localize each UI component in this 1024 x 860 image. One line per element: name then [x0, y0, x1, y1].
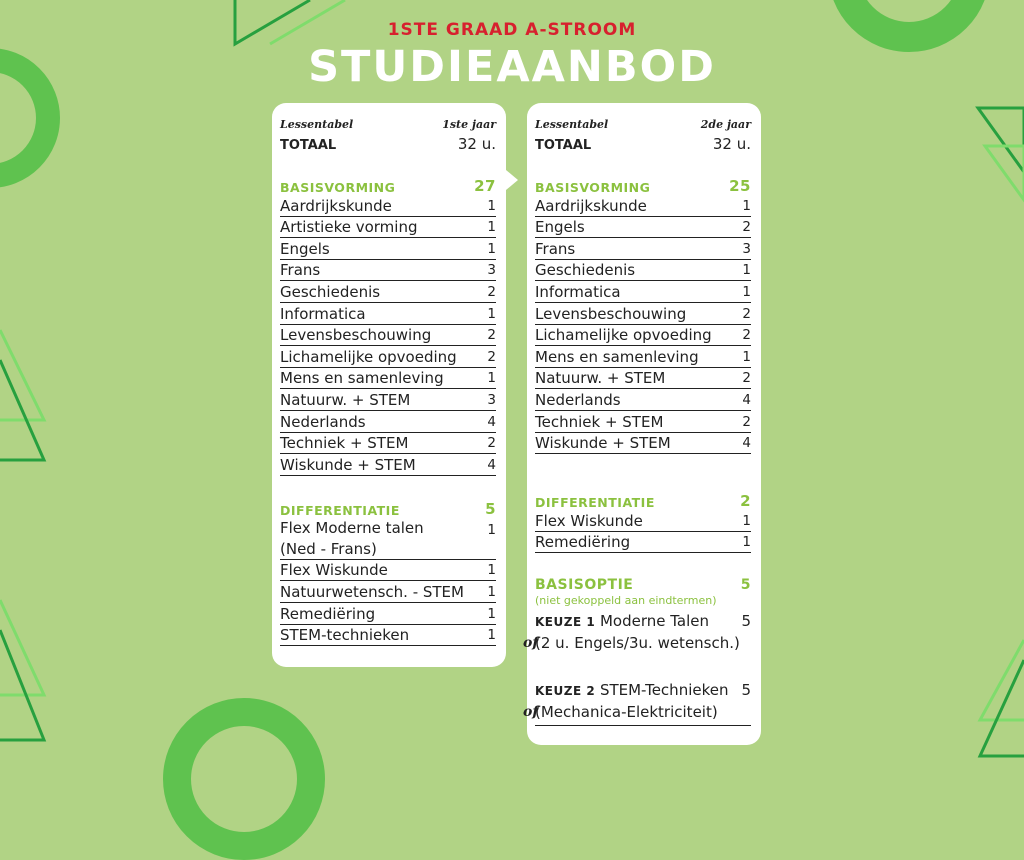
subject-name: Informatica [535, 282, 621, 301]
keuze-name: Moderne Talen [599, 612, 710, 631]
card-arrow [506, 170, 518, 190]
subject-hours: 3 [742, 240, 751, 257]
list-item [280, 368, 496, 390]
list-item [535, 217, 751, 239]
section-label: BASISVORMING [280, 180, 396, 195]
lessentabel-label: Lessentabel [535, 118, 609, 131]
list-item [280, 581, 496, 603]
subject-name: Techniek + STEM [280, 434, 409, 453]
subject-hours: 3 [487, 391, 496, 408]
of-label: of [523, 704, 539, 721]
lessentabel-card-year1 [272, 103, 506, 667]
subject-hours: 2 [742, 413, 751, 430]
list-item [535, 281, 751, 303]
list-item [280, 389, 496, 411]
subject-hours: 1 [742, 348, 751, 365]
subject-hours: 1 [487, 605, 496, 622]
list-item [535, 303, 751, 325]
list-item [280, 454, 496, 476]
section-basisvorming [535, 173, 751, 195]
page-subtitle: 1STE GRAAD A-STROOM [387, 20, 637, 40]
subject-hours: 4 [487, 456, 496, 473]
diff-list [280, 518, 496, 646]
green-ring-bottom [163, 698, 325, 860]
subject-hours: 1 [487, 562, 496, 579]
subject-hours: 2 [742, 305, 751, 322]
section-label: BASISOPTIE [535, 577, 634, 594]
year-label: 2de jaar [700, 118, 751, 131]
subject-name: STEM-technieken [280, 626, 410, 645]
list-item [535, 433, 751, 455]
total-row [535, 131, 751, 153]
list-item [280, 560, 496, 582]
subject-hours: 2 [742, 327, 751, 344]
subject-name: Wiskunde + STEM [280, 455, 416, 474]
subject-name: Remediëring [535, 533, 631, 552]
lessentabel-label: Lessentabel [280, 118, 354, 131]
subject-hours: 1 [742, 283, 751, 300]
subject-name: Mens en samenleving [535, 347, 699, 366]
keuze-name: STEM-Technieken [599, 681, 729, 700]
list-item [535, 532, 751, 554]
subject-name: Mens en samenleving [280, 369, 444, 388]
total-label: TOTAAL [280, 138, 337, 153]
section-basisvorming [280, 173, 496, 195]
subject-name: Natuurw. + STEM [535, 369, 666, 388]
list-item [280, 411, 496, 433]
keuze-detail: (Mechanica-Elektriciteit) [535, 703, 718, 722]
subject-hours: 2 [742, 370, 751, 387]
list-item [280, 281, 496, 303]
list-item [280, 346, 496, 368]
keuze-1 [523, 611, 751, 654]
subject-hours: 4 [487, 413, 496, 430]
of-label: of [523, 635, 539, 652]
list-item [535, 510, 751, 532]
list-item [535, 368, 751, 390]
list-item [535, 389, 751, 411]
keuze-detail: (2 u. Engels/3u. wetensch.) [535, 634, 740, 653]
year-label: 1ste jaar [442, 118, 496, 131]
subject-name: Flex Wiskunde [280, 561, 388, 580]
total-row [280, 131, 496, 153]
subject-hours: 1 [742, 534, 751, 551]
section-value: 25 [729, 177, 751, 195]
list-item [535, 411, 751, 433]
subject-name: Geschiedenis [535, 261, 636, 280]
subject-name: Informatica [280, 304, 366, 323]
subject-hours: 1 [742, 197, 751, 214]
subject-hours: 2 [487, 348, 496, 365]
subject-name: Nederlands [535, 390, 621, 409]
subject-hours: 1 [487, 305, 496, 322]
subject-hours: 2 [487, 283, 496, 300]
subject-name: Artistieke vorming [280, 218, 418, 237]
list-item [535, 325, 751, 347]
basis-list [535, 195, 751, 454]
subject-hours: 1 [487, 370, 496, 387]
page-title: STUDIEAANBOD [308, 42, 716, 92]
subject-name: Engels [280, 239, 330, 258]
basisoptie-note: (niet gekoppeld aan eindtermen) [535, 594, 717, 608]
list-item [535, 238, 751, 260]
subject-name: Geschiedenis [280, 282, 381, 301]
subject-name: Aardrijkskunde [280, 196, 392, 215]
list-item [535, 260, 751, 282]
subject-hours: 1 [487, 219, 496, 236]
section-label: DIFFERENTIATIE [280, 502, 400, 518]
subject-name: Lichamelijke opvoeding [280, 347, 457, 366]
section-value: 27 [474, 177, 496, 195]
list-item [280, 325, 496, 347]
list-item [535, 346, 751, 368]
list-item [280, 217, 496, 239]
subject-hours: 4 [742, 435, 751, 452]
subject-name: Flex Wiskunde [535, 511, 643, 530]
keuze-2 [523, 680, 751, 726]
subject-hours: 1 [742, 262, 751, 279]
section-basisoptie [535, 575, 751, 593]
section-differentiatie [535, 488, 751, 510]
subject-hours: 1 [742, 512, 751, 529]
basis-list [280, 195, 496, 476]
section-label: BASISVORMING [535, 180, 651, 195]
subject-name: Wiskunde + STEM [535, 434, 671, 453]
list-item [280, 238, 496, 260]
subject-hours: 4 [742, 391, 751, 408]
keuze-tag: KEUZE 1 [535, 615, 596, 630]
subject-name: Engels [535, 218, 585, 237]
section-value: 5 [740, 577, 751, 594]
subject-hours: 2 [487, 327, 496, 344]
subject-hours: 1 [487, 627, 496, 644]
table-header [280, 113, 496, 131]
list-item [280, 625, 496, 647]
subject-hours: 3 [487, 262, 496, 279]
section-label: DIFFERENTIATIE [535, 495, 655, 511]
section-differentiatie [280, 496, 496, 518]
subject-hours: 1 [487, 240, 496, 257]
keuze-tag: KEUZE 2 [535, 684, 596, 699]
lessentabel-card-year2 [523, 103, 761, 745]
subject-hours: 2 [742, 219, 751, 236]
section-value: 2 [740, 492, 751, 511]
keuze-value: 5 [741, 612, 751, 631]
subject-name: Frans [535, 239, 576, 258]
subject-name: Natuurw. + STEM [280, 390, 411, 409]
subject-name: Levensbeschouwing [280, 326, 432, 345]
list-item [280, 433, 496, 455]
subject-hours: 1 [487, 583, 496, 600]
subject-name: Levensbeschouwing [535, 304, 687, 323]
diff-list [535, 510, 751, 553]
list-item [535, 195, 751, 217]
list-item [280, 260, 496, 282]
subject-name: Flex Moderne talen (Ned - Frans) [280, 518, 424, 558]
subject-name: Frans [280, 261, 321, 280]
list-item [280, 518, 496, 560]
subject-hours: 1 [487, 521, 496, 538]
subject-name: Nederlands [280, 412, 366, 431]
subject-name: Aardrijkskunde [535, 196, 647, 215]
subject-hours: 1 [487, 197, 496, 214]
subject-name: Techniek + STEM [535, 412, 664, 431]
subject-name: Lichamelijke opvoeding [535, 326, 712, 345]
list-item [280, 195, 496, 217]
list-item [280, 303, 496, 325]
section-value: 5 [485, 499, 496, 518]
list-item [280, 603, 496, 625]
subject-name: Natuurwetensch. - STEM [280, 582, 464, 601]
subject-hours: 2 [487, 435, 496, 452]
keuze-value: 5 [741, 681, 751, 700]
table-header [535, 113, 751, 131]
subject-name: Remediëring [280, 604, 376, 623]
total-label: TOTAAL [535, 138, 592, 153]
total-value: 32 u. [457, 135, 496, 153]
total-value: 32 u. [712, 135, 751, 153]
